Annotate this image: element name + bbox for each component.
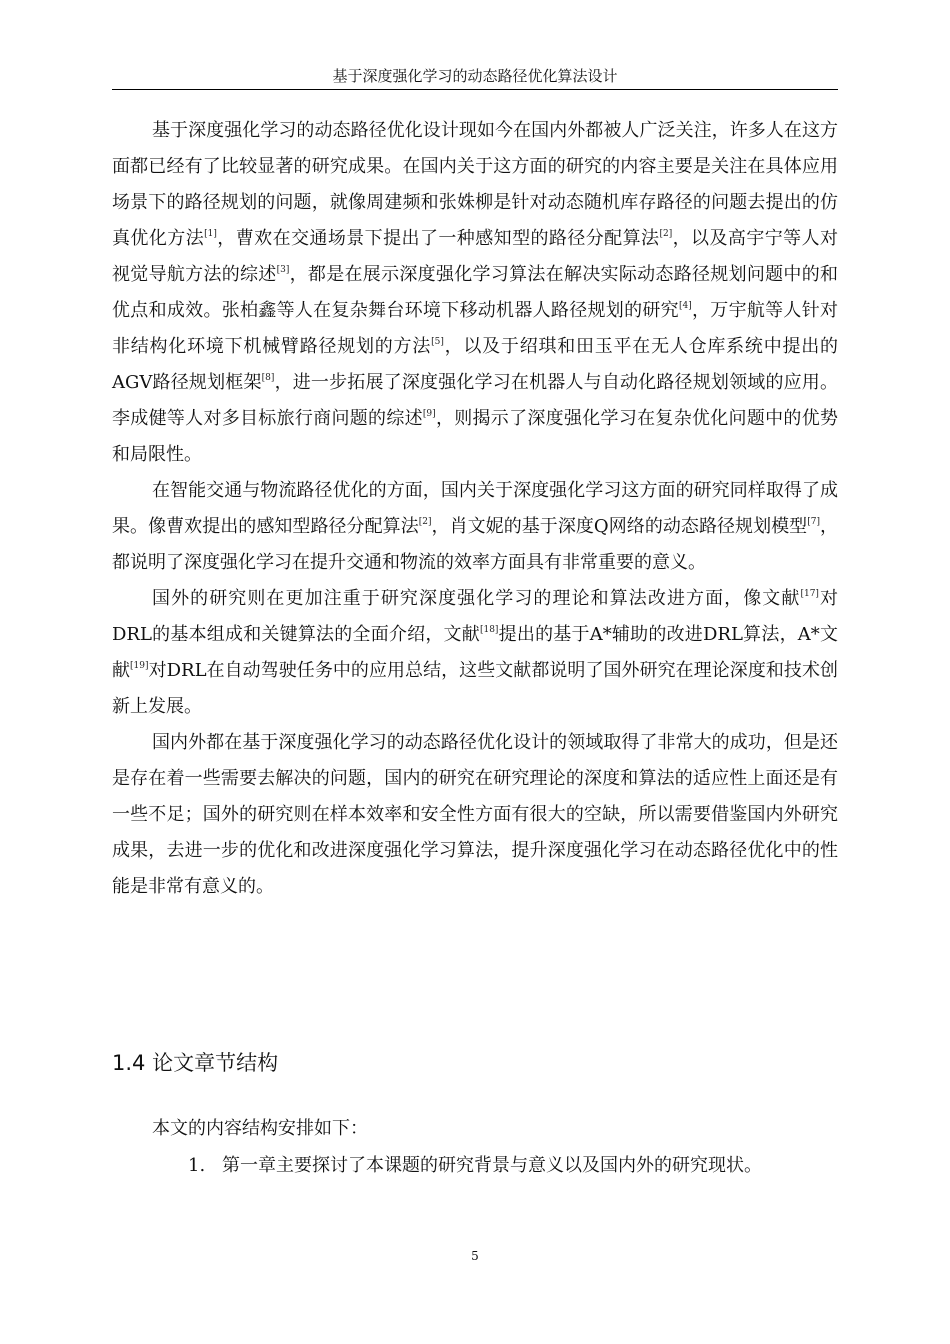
paragraph-text: 对DRL的基本组成和关键算法的全面介绍，文献 xyxy=(112,588,839,645)
citation-ref: [17] xyxy=(800,589,819,599)
paragraph xyxy=(112,581,838,725)
citation-ref: [2] xyxy=(659,229,673,239)
section-intro: 本文的内容结构安排如下： xyxy=(152,1118,368,1139)
running-header: 基于深度强化学习的动态路径优化算法设计 xyxy=(332,67,618,85)
paragraph-text: ，都说明了深度强化学习在提升交通和物流的效率方面具有非常重要的意义。 xyxy=(112,516,839,573)
paragraph-text: ，以及于绍琪和田玉平在无人仓库系统中提出的AGV路径规划框架 xyxy=(112,336,839,393)
paragraph xyxy=(112,725,838,905)
citation-ref: [2] xyxy=(418,517,432,527)
paragraph-text: ，进一步拓展了深度强化学习在机器人与自动化路径规划领域的应用。李成健等人对多目标旅行商问题的综述 xyxy=(112,372,838,429)
list-text: 第一章主要探讨了本课题的研究背景与意义以及国内外的研究现状。 xyxy=(222,1155,762,1176)
header-rule xyxy=(112,89,838,90)
list-item xyxy=(188,1151,762,1181)
paragraph-text: ，肖文妮的基于深度Q网络的动态路径规划模型 xyxy=(431,516,808,537)
citation-ref: [1] xyxy=(204,229,217,239)
paragraph-text: ，曹欢在交通场景下提出了一种感知型的路径分配算法 xyxy=(216,228,660,249)
citation-ref: [7] xyxy=(807,517,820,527)
paragraph-text: ，则揭示了深度强化学习在复杂优化问题中的优势和局限性。 xyxy=(112,408,839,465)
paragraph-text: ，以及高宇宁等人对视觉导航方法的综述 xyxy=(112,228,839,285)
page-number: 5 xyxy=(471,1249,479,1263)
paragraph-text: 提出的基于A*辅助的改进DRL算法，A*文献 xyxy=(112,624,838,681)
paragraph-text: 在智能交通与物流路径优化的方面，国内关于深度强化学习这方面的研究同样取得了成果。像曹欢提出的感知型路径分配算法 xyxy=(112,480,838,537)
citation-ref: [9] xyxy=(422,409,436,419)
paragraph-text: ，都是在展示深度强化学习算法在解决实际动态路径规划问题中的和优点和成效。张柏鑫等人在复杂舞台环境下移动机器人路径规划的研究 xyxy=(112,264,839,321)
paragraph-text: 国内外都在基于深度强化学习的动态路径优化设计的领域取得了非常大的成功，但是还是存在着一些需要去解决的问题，国内的研究在研究理论的深度和算法的适应性上面还是有一些不足；国外的研究则在样本效率和安全性方面有很大的空缺，所以需要借鉴国内外研究成果，去进一步的优化和改进深度强化学习算法，提升深度强化学习在动态路径优化中的性能是非常有意义的。 xyxy=(112,732,838,897)
citation-ref: [3] xyxy=(276,265,290,275)
body-text xyxy=(112,113,838,905)
paragraph xyxy=(112,473,838,581)
section-heading: 1.4 论文章节结构 xyxy=(112,1051,279,1075)
paragraph xyxy=(112,113,838,473)
citation-ref: [19] xyxy=(130,661,149,671)
citation-ref: [4] xyxy=(678,301,692,311)
paragraph-text: 基于深度强化学习的动态路径优化设计现如今在国内外都被人广泛关注，许多人在这方面都已经有了比较显著的研究成果。在国内关于这方面的研究的内容主要是关注在具体应用场景下的路径规划的问题，就像周建频和张姝柳是针对动态随机库存路径的问题去提出的仿真优化方法 xyxy=(112,120,838,249)
citation-ref: [8] xyxy=(261,373,275,383)
paragraph-text: 对DRL在自动驾驶任务中的应用总结，这些文献都说明了国外研究在理论深度和技术创新上发展。 xyxy=(112,660,839,717)
paragraph-text: ，万宇航等人针对非结构化环境下机械臂路径规划的方法 xyxy=(112,300,839,357)
paragraph-text: 国外的研究则在更加注重于研究深度强化学习的理论和算法改进方面，像文献 xyxy=(152,588,801,609)
citation-ref: [18] xyxy=(479,625,499,635)
citation-ref: [5] xyxy=(431,337,444,347)
list-number: 1. xyxy=(188,1155,206,1176)
